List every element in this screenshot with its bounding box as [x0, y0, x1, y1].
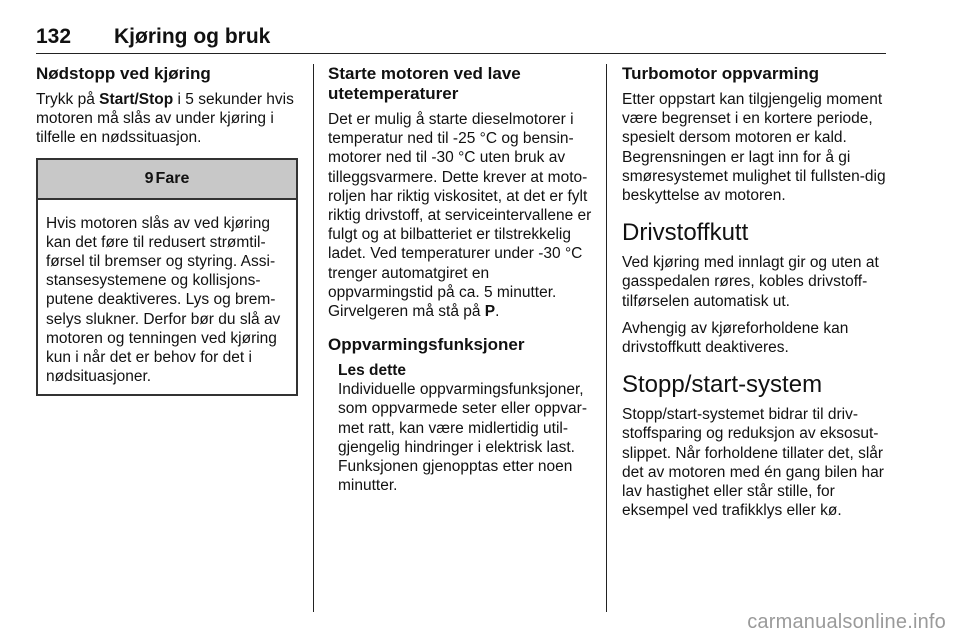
- warning-title: Fare: [155, 169, 190, 187]
- section-heading-emergency-stop: Nødstopp ved kjøring: [36, 64, 211, 83]
- note-title: Les dette: [338, 362, 407, 380]
- cold-start-text: [328, 110, 594, 321]
- column-1: [36, 64, 300, 396]
- text-run: Trykk på: [36, 91, 100, 108]
- note-text: Individuelle oppvarmingsfunksjoner, som oppvarmede seter eller oppvar-met ratt, kan være midlertidig util-gjengelig hindringer i elektrisk last. Funksjonen gjenopptas etter noen minutter.: [338, 381, 587, 495]
- page-header: [36, 24, 886, 54]
- emergency-stop-text: [36, 90, 300, 148]
- danger-warning-box: [36, 158, 298, 397]
- text-run: .: [495, 303, 500, 321]
- stop-start-text: Stopp/start-systemet bidrar til driv-stoffsparing og reduksjon av eksosut-slippet. Når forholdene tillater det, slår det av motoren med én gang bilen har lav hastighet eller står stille, for eksempel ved trafikklys eller kø.: [622, 406, 884, 520]
- page-title: Kjøring og bruk: [114, 25, 271, 48]
- text-run: i 5 sekunder hvis motoren må slås av under kjøring i tilfelle en nødssituasjon.: [36, 91, 294, 147]
- section-heading-cold-start: Starte motoren ved lave utetemperaturer: [328, 64, 521, 103]
- warning-body: [38, 200, 296, 395]
- start-stop-button-label: Start/Stop: [99, 91, 174, 108]
- warning-icon: 9: [144, 169, 154, 187]
- gear-p-label: P: [484, 303, 496, 321]
- fuel-cut-text-1: Ved kjøring med innlagt gir og uten at gasspedalen røres, kobles drivstoff-tilførselen automatisk ut.: [622, 254, 879, 310]
- section-heading-turbo: Turbomotor oppvarming: [622, 64, 820, 83]
- column-divider-1: [313, 64, 314, 612]
- column-3: [622, 64, 890, 528]
- warning-header: [38, 160, 296, 200]
- warning-text: Hvis motoren slås av ved kjøring kan det føre til redusert strømtil-førsel til bremser og styring. Assi-stansesystemene og kollisjons-putene deaktiveres. Lys og brem-selys slukner. Derfor bør du slå av motoren og tenningen ved kjøring kun i når det er behov for det i nødsituasjoner.: [46, 214, 281, 386]
- turbo-text: Etter oppstart kan tilgjengelig moment være begrenset i en kortere periode, spesielt dersom motoren er kald. Begrensningen er lagt inn for å gi smøresystemet mulighet til fullsten-dig beskyttelse av motoren.: [622, 91, 886, 205]
- fuel-cut-text-2: Avhengig av kjøreforholdene kan drivstoffkutt deaktiveres.: [622, 319, 849, 357]
- section-heading-heating-functions: Oppvarmingsfunksjoner: [328, 335, 525, 355]
- watermark: carmanualsonline.info: [747, 611, 946, 633]
- column-2: [328, 64, 594, 503]
- column-divider-2: [606, 64, 607, 612]
- section-heading-fuel-cut: Drivstoffkutt: [622, 219, 749, 247]
- page-number: 132: [36, 25, 72, 48]
- text-run: Det er mulig å starte dieselmotorer i temperatur ned til -25 °C og bensin-motorer ned til -30 °C uten bruk av tilleggsvarmere. Dette krever at moto-roljen har riktig viskositet, at det er fylt riktig drivstoff, at serviceintervallene er fulgt og at bilbatteriet er tilstrekkelig ladet. Ved temperaturer under -30 °C trenger automatgiret en oppvarmingstid på ca. 5 minutter. Girvelgeren må stå på: [328, 111, 592, 321]
- section-heading-stop-start: Stopp/start-system: [622, 371, 823, 399]
- note-block: [328, 361, 594, 495]
